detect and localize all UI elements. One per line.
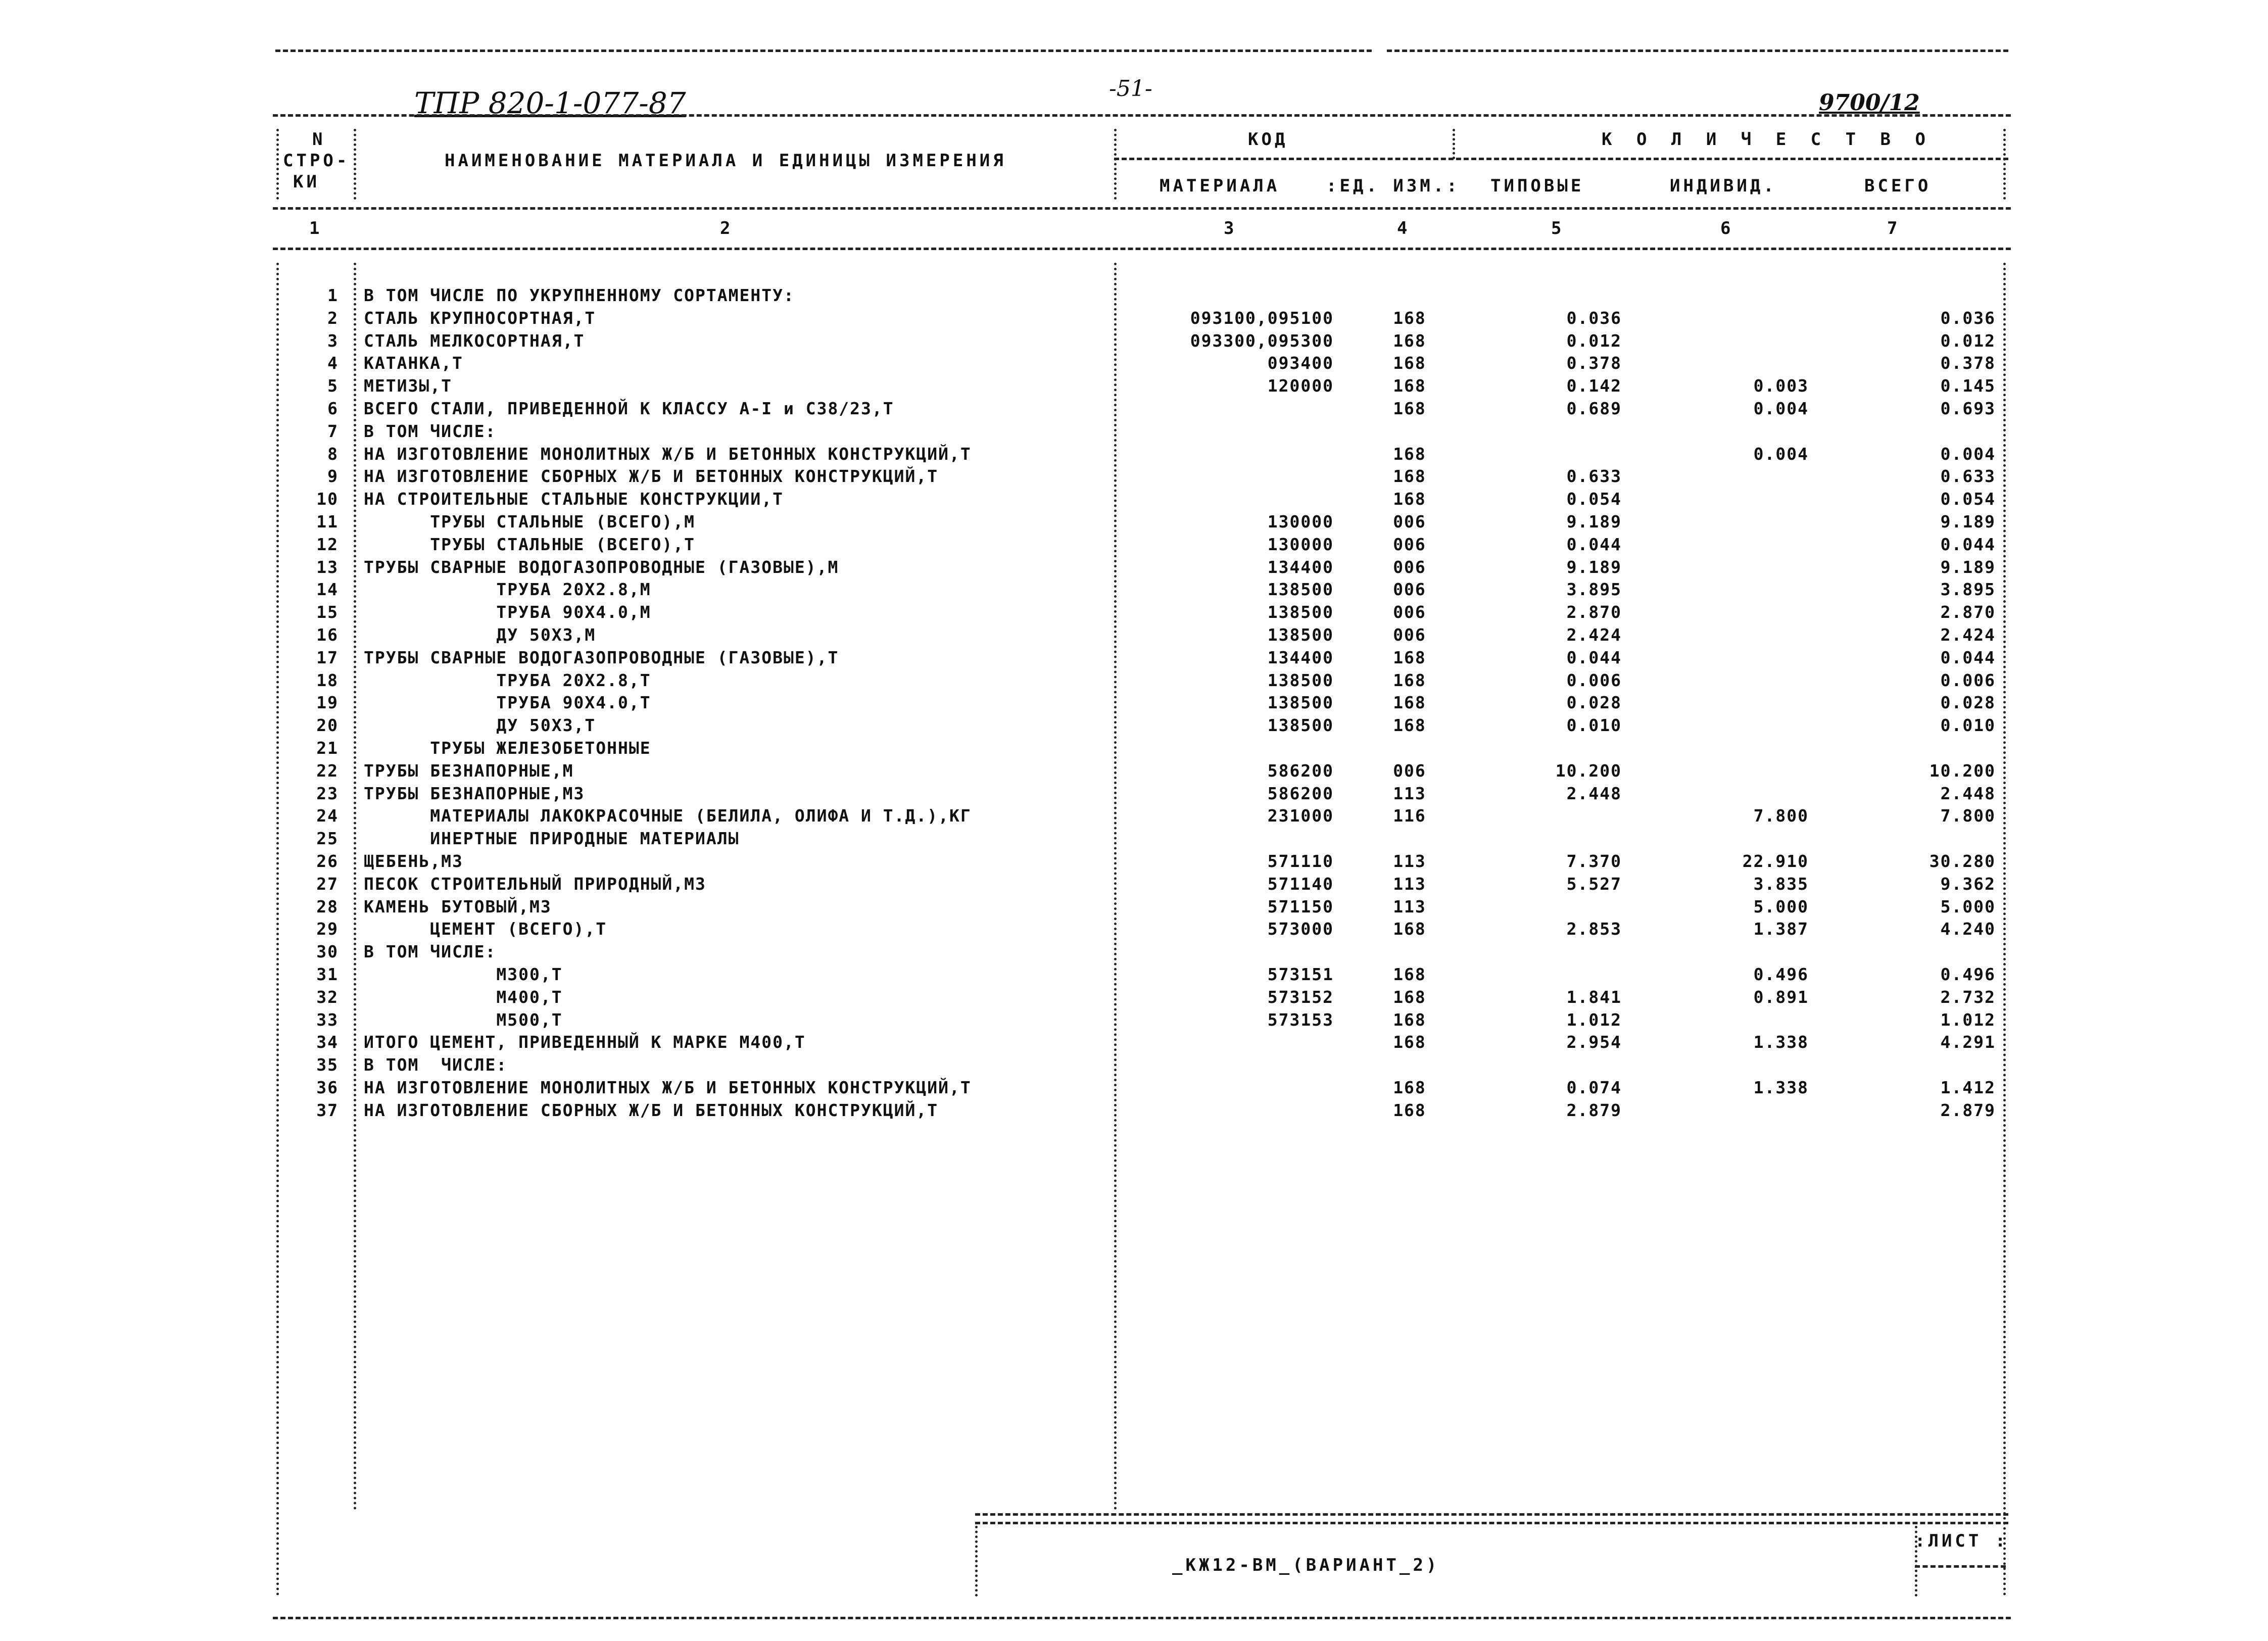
hdr-divider-code [1453,129,1455,159]
row-unit-code: 168 [1393,919,1426,939]
row-qty-individual: 0.003 [1753,376,1809,396]
row-unit-code: 006 [1393,760,1426,781]
table-row [0,308,2268,330]
row-qty-typical: 0.074 [1566,1078,1622,1097]
row-material-name: НА СТРОИТЕЛЬНЫЕ СТАЛЬНЫЕ КОНСТРУКЦИИ,Т [364,489,784,509]
colnum-6: 6 [1720,218,1734,238]
row-unit-code: 168 [1393,308,1426,328]
table-row [0,580,2268,602]
row-unit-code: 113 [1393,851,1426,871]
row-unit-code: 168 [1393,715,1426,736]
table-row [0,489,2268,511]
row-qty-total: 30.280 [1929,851,1996,871]
row-material-code: 093300,095300 [1190,330,1334,351]
row-material-name: В ТОМ ЧИСЛЕ: [364,421,497,441]
row-material-code: 138500 [1267,625,1334,645]
row-qty-total: 7.800 [1940,806,1996,826]
row-unit-code: 168 [1393,399,1426,418]
row-material-name: ТРУБЫ БЕЗНАПОРНЫЕ,М3 [364,783,585,803]
row-number: 37 [316,1100,339,1120]
col-n-header-1: N [312,129,326,150]
row-unit-code: 006 [1393,602,1426,622]
header-bottom-rule [273,207,2011,210]
row-qty-typical: 2.448 [1566,783,1622,803]
colnum-1: 1 [309,218,323,238]
footer-sheet-label: :ЛИСТ : [1915,1531,2009,1551]
row-material-name: ТРУБА 90Х4.0,М [364,602,651,622]
row-number: 19 [316,693,339,713]
row-number: 36 [316,1078,339,1097]
row-material-name: НА ИЗГОТОВЛЕНИЕ СБОРНЫХ Ж/Б И БЕТОННЫХ КОНСТРУКЦИЙ,Т [364,1100,939,1120]
row-material-code: 231000 [1267,806,1334,826]
col-material-header: МАТЕРИАЛА [1160,176,1280,196]
table-row [0,331,2268,353]
row-qty-total: 0.010 [1940,715,1996,736]
row-number: 13 [316,557,339,577]
row-qty-typical: 0.028 [1566,693,1622,713]
row-qty-typical: 0.142 [1566,376,1622,396]
row-material-name: НА ИЗГОТОВЛЕНИЕ МОНОЛИТНЫХ Ж/Б И БЕТОННЫХ КОНСТРУКЦИЙ,Т [364,444,972,464]
bottom-dashed-rule [273,1617,2011,1619]
row-unit-code: 168 [1393,670,1426,690]
row-number: 24 [316,806,339,826]
header-underline [273,114,2011,117]
row-material-name: В ТОМ ЧИСЛЕ: [364,1055,508,1075]
row-material-code: 573153 [1267,1009,1334,1030]
colnum-7: 7 [1887,218,1901,238]
row-material-name: ДУ 50Х3,Т [364,715,596,736]
row-qty-total: 2.732 [1940,987,1996,1007]
row-qty-total: 3.895 [1940,580,1996,600]
row-unit-code: 006 [1393,557,1426,577]
row-qty-total: 0.036 [1940,308,1996,328]
footer-designation: _КЖ12-ВМ_(ВАРИАНТ_2) [1172,1555,1440,1575]
row-qty-individual: 0.004 [1753,399,1809,418]
row-qty-individual: 3.835 [1753,874,1809,894]
row-qty-typical: 1.012 [1566,1009,1622,1030]
row-unit-code: 168 [1393,444,1426,464]
row-material-name: М500,Т [364,1009,563,1030]
colnum-3: 3 [1224,218,1237,238]
col-name-header: НАИМЕНОВАНИЕ МАТЕРИАЛА И ЕДИНИЦЫ ИЗМЕРЕНИЯ [445,151,1006,171]
row-qty-typical: 0.044 [1566,534,1622,554]
row-number: 2 [327,308,339,328]
row-unit-code: 006 [1393,534,1426,554]
row-qty-typical: 0.006 [1566,670,1622,690]
row-number: 3 [327,330,339,351]
table-row [0,285,2268,308]
col-total-header: ВСЕГО [1864,176,1932,196]
col-n-header-2: СТРО- [283,151,350,171]
row-number: 30 [316,942,339,962]
row-material-name: ТРУБЫ СТАЛЬНЫЕ (ВСЕГО),Т [364,534,696,554]
row-unit-code: 113 [1393,874,1426,894]
row-material-name: МАТЕРИАЛЫ ЛАКОКРАСОЧНЫЕ (БЕЛИЛА, ОЛИФА И Т.Д.),КГ [364,806,972,826]
row-material-code: 138500 [1267,715,1334,736]
row-number: 29 [316,919,339,939]
table-row [0,557,2268,580]
row-qty-typical: 9.189 [1566,557,1622,577]
row-material-name: ТРУБА 20Х2.8,Т [364,670,651,690]
table-row [0,919,2268,941]
table-row [0,444,2268,466]
table-row [0,715,2268,738]
row-material-name: ТРУБЫ ЖЕЛЕЗОБЕТОННЫЕ [364,738,651,758]
row-unit-code: 168 [1393,466,1426,487]
row-qty-total: 9.362 [1940,874,1996,894]
table-row [0,1010,2268,1032]
row-material-code: 138500 [1267,580,1334,600]
row-qty-total: 2.870 [1940,602,1996,622]
row-qty-total: 2.424 [1940,625,1996,645]
row-number: 9 [327,466,339,487]
row-number: 35 [316,1055,339,1075]
row-number: 25 [316,829,339,849]
row-material-code: 573152 [1267,987,1334,1007]
row-number: 1 [327,285,339,305]
row-material-name: В ТОМ ЧИСЛЕ: [364,942,497,962]
row-material-name: НА ИЗГОТОВЛЕНИЕ СБОРНЫХ Ж/Б И БЕТОННЫХ КОНСТРУКЦИЙ,Т [364,466,939,487]
table-row [0,693,2268,715]
table-row [0,602,2268,624]
table-row [0,1032,2268,1054]
row-qty-individual: 1.338 [1753,1078,1809,1097]
colnum-2: 2 [720,218,734,238]
row-unit-code: 116 [1393,806,1426,826]
row-unit-code: 168 [1393,647,1426,667]
row-number: 22 [316,760,339,781]
row-unit-code: 168 [1393,1100,1426,1120]
footer-divider-left [975,1526,978,1597]
page-number: -51- [1109,76,1152,102]
row-qty-total: 9.189 [1940,512,1996,532]
row-qty-total: 1.012 [1940,1009,1996,1030]
sheet-mark: 9700/12 [1819,90,1920,116]
row-qty-total: 1.412 [1940,1078,1996,1097]
row-unit-code: 113 [1393,896,1426,916]
row-material-name: ДУ 50Х3,М [364,625,596,645]
row-qty-total: 0.012 [1940,330,1996,351]
table-row [0,806,2268,828]
hdr-divider-n [354,129,356,200]
row-number: 17 [316,647,339,667]
row-material-name: ЩЕБЕНЬ,М3 [364,851,463,871]
row-unit-code: 168 [1393,489,1426,509]
row-qty-total: 0.044 [1940,534,1996,554]
col-n-header-3: КИ [293,172,320,192]
table-row [0,1055,2268,1077]
row-material-name: ТРУБЫ СВАРНЫЕ ВОДОГАЗОПРОВОДНЫЕ (ГАЗОВЫЕ),Т [364,647,839,667]
row-material-code: 130000 [1267,512,1334,532]
row-qty-total: 0.693 [1940,399,1996,418]
row-qty-typical: 2.954 [1566,1032,1622,1052]
table-row [0,874,2268,896]
col-typical-header: ТИПОВЫЕ [1490,176,1584,196]
row-qty-total: 0.044 [1940,647,1996,667]
row-material-code: 093400 [1267,353,1334,373]
row-qty-typical: 0.010 [1566,715,1622,736]
row-qty-typical: 0.633 [1566,466,1622,487]
row-material-code: 134400 [1267,557,1334,577]
row-number: 11 [316,512,339,532]
row-qty-typical: 2.853 [1566,919,1622,939]
row-qty-individual: 0.891 [1753,987,1809,1007]
row-number: 5 [327,376,339,396]
row-material-name: ПЕСОК СТРОИТЕЛЬНЫЙ ПРИРОДНЫЙ,М3 [364,874,706,894]
row-qty-individual: 7.800 [1753,806,1809,826]
table-row [0,670,2268,693]
row-material-code: 134400 [1267,647,1334,667]
row-unit-code: 168 [1393,376,1426,396]
table-row [0,942,2268,964]
row-material-name: СТАЛЬ КРУПНОСОРТНАЯ,Т [364,308,596,328]
row-material-name: ТРУБЫ БЕЗНАПОРНЫЕ,М [364,760,574,781]
row-qty-individual: 1.338 [1753,1032,1809,1052]
row-material-code: 130000 [1267,534,1334,554]
hdr-divider-right [2003,129,2006,200]
col-qty-group-header: К О Л И Ч Е С Т В О [1602,129,1933,150]
row-qty-typical: 5.527 [1566,874,1622,894]
row-unit-code: 006 [1393,580,1426,600]
row-number: 8 [327,444,339,464]
row-qty-total: 10.200 [1929,760,1996,781]
top-dashed-rule-right [1387,50,2008,52]
row-material-name: ТРУБЫ СТАЛЬНЫЕ (ВСЕГО),М [364,512,696,532]
row-number: 23 [316,783,339,803]
row-qty-typical: 0.054 [1566,489,1622,509]
row-qty-total: 0.378 [1940,353,1996,373]
row-number: 16 [316,625,339,645]
row-material-name: ТРУБЫ СВАРНЫЕ ВОДОГАЗОПРОВОДНЫЕ (ГАЗОВЫЕ),М [364,557,839,577]
row-material-name: М300,Т [364,964,563,984]
row-number: 18 [316,670,339,690]
table-row [0,466,2268,489]
row-number: 21 [316,738,339,758]
row-material-code: 586200 [1267,783,1334,803]
table-row [0,648,2268,670]
row-qty-total: 4.240 [1940,919,1996,939]
row-material-name: ИТОГО ЦЕМЕНТ, ПРИВЕДЕННЫЙ К МАРКЕ М400,Т [364,1032,806,1052]
row-material-name: В ТОМ ЧИСЛЕ ПО УКРУПНЕННОМУ СОРТАМЕНТУ: [364,285,795,305]
row-material-name: СТАЛЬ МЕЛКОСОРТНАЯ,Т [364,330,585,351]
table-row [0,625,2268,647]
row-material-code: 573000 [1267,919,1334,939]
row-material-name: МЕТИЗЫ,Т [364,376,452,396]
row-qty-total: 0.028 [1940,693,1996,713]
row-qty-individual: 22.910 [1742,851,1809,871]
row-material-name: ИНЕРТНЫЕ ПРИРОДНЫЕ МАТЕРИАЛЫ [364,829,740,849]
row-qty-typical: 3.895 [1566,580,1622,600]
row-material-code: 586200 [1267,760,1334,781]
row-material-code: 573151 [1267,964,1334,984]
row-material-name: ВСЕГО СТАЛИ, ПРИВЕДЕННОЙ К КЛАССУ А-I и С38/23,Т [364,399,894,418]
row-material-code: 571110 [1267,851,1334,871]
row-material-code: 571150 [1267,896,1334,916]
row-number: 28 [316,896,339,916]
table-row [0,1078,2268,1100]
table-row [0,851,2268,874]
colnum-5: 5 [1551,218,1565,238]
row-qty-individual: 5.000 [1753,896,1809,916]
row-number: 7 [327,421,339,441]
table-row [0,738,2268,760]
row-material-name: КАМЕНЬ БУТОВЫЙ,М3 [364,896,552,916]
row-number: 27 [316,874,339,894]
row-qty-typical: 2.424 [1566,625,1622,645]
table-row [0,535,2268,557]
header-mid-rule [1114,158,2008,160]
colnum-4: 4 [1397,218,1411,238]
row-number: 15 [316,602,339,622]
hdr-divider-left [276,129,279,200]
row-qty-total: 5.000 [1940,896,1996,916]
row-unit-code: 168 [1393,353,1426,373]
footer-sheet-rule [1915,1565,2006,1568]
row-number: 26 [316,851,339,871]
table-row [0,1100,2268,1123]
row-qty-total: 0.145 [1940,376,1996,396]
footer-top-rule-2 [975,1522,2008,1524]
row-qty-total: 2.879 [1940,1100,1996,1120]
row-material-name: ЦЕМЕНТ (ВСЕГО),Т [364,919,607,939]
row-qty-typical: 2.870 [1566,602,1622,622]
top-dashed-rule [275,50,1372,52]
row-unit-code: 168 [1393,1032,1426,1052]
table-row [0,829,2268,851]
row-material-name: ТРУБА 90Х4.0,Т [364,693,651,713]
row-number: 32 [316,987,339,1007]
row-unit-code: 168 [1393,987,1426,1007]
col-individual-header: ИНДИВИД. [1670,176,1777,196]
col-unit-header: :ЕД. ИЗМ.: [1326,176,1460,196]
table-row [0,376,2268,398]
row-qty-individual: 1.387 [1753,919,1809,939]
table-row [0,421,2268,444]
row-qty-typical: 0.689 [1566,399,1622,418]
colnum-bottom-rule [273,248,2011,250]
row-material-name: НА ИЗГОТОВЛЕНИЕ МОНОЛИТНЫХ Ж/Б И БЕТОННЫХ КОНСТРУКЦИЙ,Т [364,1078,972,1097]
row-unit-code: 168 [1393,693,1426,713]
col-code-group-header: КОД [1248,129,1288,150]
hdr-divider-name [1114,129,1117,200]
table-row [0,512,2268,534]
row-number: 12 [316,534,339,554]
row-material-code: 120000 [1267,376,1334,396]
row-qty-individual: 0.496 [1753,964,1809,984]
table-row [0,353,2268,375]
row-material-code: 138500 [1267,693,1334,713]
row-qty-typical: 1.841 [1566,987,1622,1007]
row-qty-total: 9.189 [1940,557,1996,577]
row-qty-total: 0.633 [1940,466,1996,487]
row-unit-code: 113 [1393,783,1426,803]
row-number: 14 [316,580,339,600]
row-qty-total: 0.004 [1940,444,1996,464]
row-qty-typical: 9.189 [1566,512,1622,532]
row-material-name: ТРУБА 20Х2.8,М [364,580,651,600]
row-unit-code: 168 [1393,964,1426,984]
row-qty-total: 2.448 [1940,783,1996,803]
row-qty-total: 0.054 [1940,489,1996,509]
row-qty-typical: 0.044 [1566,647,1622,667]
row-number: 4 [327,353,339,373]
row-qty-typical: 7.370 [1566,851,1622,871]
table-row [0,399,2268,421]
footer-top-rule [975,1513,2008,1516]
row-number: 10 [316,489,339,509]
row-material-code: 138500 [1267,670,1334,690]
table-row [0,964,2268,987]
table-row [0,897,2268,919]
row-material-code: 571140 [1267,874,1334,894]
row-number: 34 [316,1032,339,1052]
row-material-code: 093100,095100 [1190,308,1334,328]
row-qty-typical: 0.036 [1566,308,1622,328]
row-unit-code: 168 [1393,330,1426,351]
row-number: 6 [327,399,339,418]
row-unit-code: 006 [1393,512,1426,532]
row-qty-typical: 10.200 [1555,760,1622,781]
row-unit-code: 168 [1393,1009,1426,1030]
row-qty-total: 0.496 [1940,964,1996,984]
row-qty-individual: 0.004 [1753,444,1809,464]
row-number: 33 [316,1009,339,1030]
row-qty-typical: 2.879 [1566,1100,1622,1120]
table-row [0,987,2268,1009]
row-material-name: М400,Т [364,987,563,1007]
row-qty-typical: 0.378 [1566,353,1622,373]
table-row [0,784,2268,806]
row-number: 20 [316,715,339,736]
row-unit-code: 006 [1393,625,1426,645]
table-row [0,761,2268,783]
row-material-name: КАТАНКА,Т [364,353,463,373]
row-qty-typical: 0.012 [1566,330,1622,351]
row-unit-code: 168 [1393,1078,1426,1097]
row-qty-total: 0.006 [1940,670,1996,690]
document-code: ТПР 820-1-077-87 [414,86,686,120]
row-number: 31 [316,964,339,984]
row-qty-total: 4.291 [1940,1032,1996,1052]
row-material-code: 138500 [1267,602,1334,622]
